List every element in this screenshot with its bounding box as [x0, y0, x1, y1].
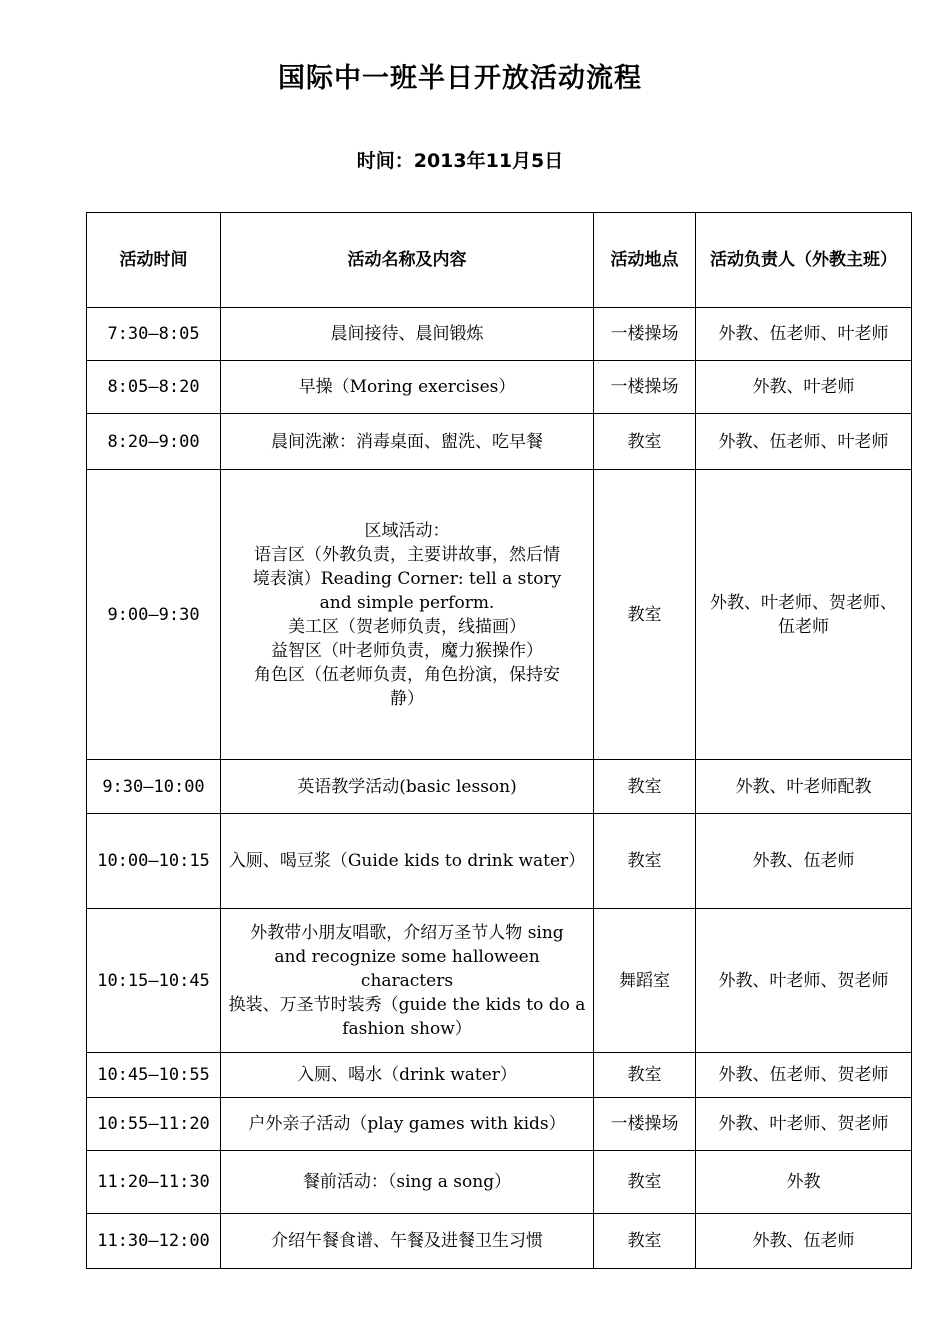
- table-row: [87, 308, 912, 361]
- content-line: 区域活动：: [364, 520, 450, 541]
- content-line: 外教带小朋友唱歌，介绍万圣节人物 sing: [250, 922, 564, 943]
- page-title: 国际中一班半日开放活动流程: [278, 63, 642, 94]
- row-leader: 外教、伍老师: [696, 814, 912, 909]
- row-location: 教室: [594, 1214, 696, 1269]
- row-leader: 外教、伍老师、叶老师: [696, 308, 912, 361]
- table-row: [87, 1214, 912, 1269]
- row-time: 10:15—10:45: [87, 909, 221, 1053]
- row-location: 一楼操场: [594, 361, 696, 414]
- row-leader: 外教、伍老师: [696, 1214, 912, 1269]
- row-time: 9:30—10:00: [87, 760, 221, 814]
- table-row: [87, 470, 912, 760]
- content-line: 语言区（外教负责，主要讲故事，然后情: [254, 544, 560, 565]
- row-leader: 外教、伍老师、贺老师: [696, 1053, 912, 1098]
- row-content: 英语教学活动(basic lesson): [221, 760, 594, 814]
- row-time: 10:00—10:15: [87, 814, 221, 909]
- row-leader: 外教: [696, 1151, 912, 1214]
- row-content: 介绍午餐食谱、午餐及进餐卫生习惯: [221, 1214, 594, 1269]
- row-content: 晨间接待、晨间锻炼: [221, 308, 594, 361]
- row-content: [221, 909, 594, 1053]
- content-line: 静）: [390, 688, 424, 709]
- row-time: 8:05—8:20: [87, 361, 221, 414]
- header-leader: 活动负责人（外教主班）: [696, 213, 912, 308]
- row-time: 11:30—12:00: [87, 1214, 221, 1269]
- row-location: 舞蹈室: [594, 909, 696, 1053]
- row-time: 10:55—11:20: [87, 1098, 221, 1151]
- row-location: 一楼操场: [594, 308, 696, 361]
- row-leader: 外教、叶老师配教: [696, 760, 912, 814]
- content-line: fashion show）: [342, 1018, 472, 1039]
- date-line: 时间：2013年11月5日: [356, 150, 564, 172]
- row-time: 11:20—11:30: [87, 1151, 221, 1214]
- row-location: 教室: [594, 760, 696, 814]
- row-time: 9:00—9:30: [87, 470, 221, 760]
- row-content: 入厕、喝豆浆（Guide kids to drink water）: [221, 814, 594, 909]
- content-line: and simple perform.: [319, 592, 495, 613]
- row-time: 7:30—8:05: [87, 308, 221, 361]
- table-row: [87, 361, 912, 414]
- content-line: 美工区（贺老师负责，线描画）: [288, 616, 526, 637]
- header-content: 活动名称及内容: [221, 213, 594, 308]
- table-header-row: [87, 213, 912, 308]
- table-row: [87, 814, 912, 909]
- row-content: 餐前活动：（sing a song）: [221, 1151, 594, 1214]
- row-leader: 外教、伍老师、叶老师: [696, 414, 912, 470]
- row-time: 10:45—10:55: [87, 1053, 221, 1098]
- row-content: 入厕、喝水（drink water）: [221, 1053, 594, 1098]
- content-line: and recognize some halloween characters: [274, 946, 540, 991]
- table-row: [87, 760, 912, 814]
- row-leader: 外教、叶老师、贺老师: [696, 1098, 912, 1151]
- row-location: 教室: [594, 470, 696, 760]
- header-location: 活动地点: [594, 213, 696, 308]
- table-row: [87, 909, 912, 1053]
- row-content: 户外亲子活动（play games with kids）: [221, 1098, 594, 1151]
- content-line: 益智区（叶老师负责，魔力猴操作）: [271, 640, 543, 661]
- content-line: 角色区（伍老师负责，角色扮演，保持安: [254, 664, 560, 685]
- content-line: 换装、万圣节时装秀（guide the kids to do a: [228, 994, 586, 1015]
- table-row: [87, 1098, 912, 1151]
- row-location: 教室: [594, 1053, 696, 1098]
- row-location: 一楼操场: [594, 1098, 696, 1151]
- row-content: 晨间洗漱：消毒桌面、盥洗、吃早餐: [221, 414, 594, 470]
- table-row: [87, 414, 912, 470]
- header-time: 活动时间: [87, 213, 221, 308]
- content-line: 境表演）Reading Corner: tell a story: [252, 568, 562, 589]
- schedule-table: [86, 212, 912, 1269]
- row-location: 教室: [594, 814, 696, 909]
- row-content: [221, 470, 594, 760]
- row-content: 早操（Moring exercises）: [221, 361, 594, 414]
- table-row: [87, 1053, 912, 1098]
- table-row: [87, 1151, 912, 1214]
- row-location: 教室: [594, 414, 696, 470]
- row-leader: 外教、叶老师、贺老师: [696, 909, 912, 1053]
- row-location: 教室: [594, 1151, 696, 1214]
- row-leader: 外教、叶老师、贺老师、伍老师: [696, 470, 912, 760]
- row-time: 8:20—9:00: [87, 414, 221, 470]
- row-leader: 外教、叶老师: [696, 361, 912, 414]
